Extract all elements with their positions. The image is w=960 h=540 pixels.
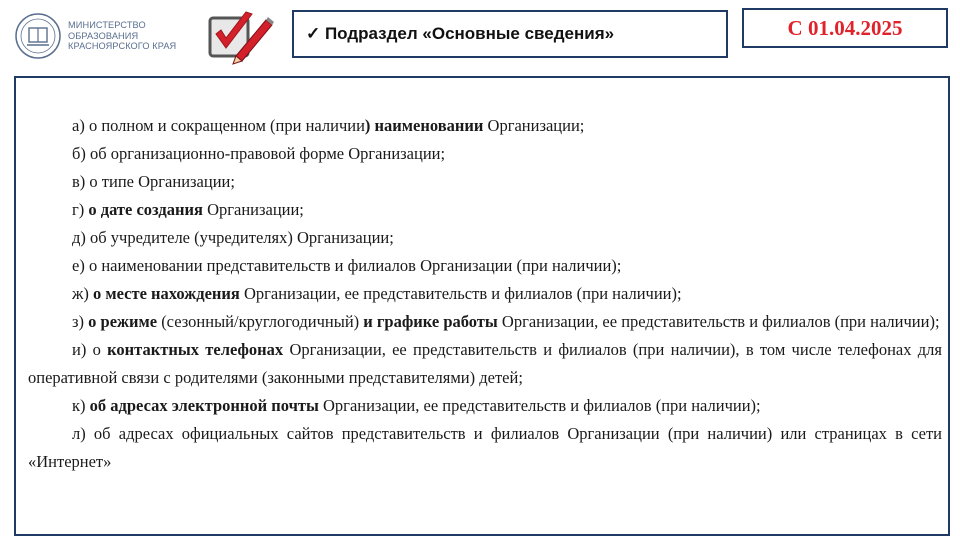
requirement-item-text: д) об учредителе (учредителях) Организации; [72, 228, 394, 247]
section-title-box [292, 10, 728, 58]
requirement-item-bold-text: о режиме [88, 312, 158, 331]
ministry-name-line: МИНИСТЕРСТВО [68, 20, 146, 31]
ministry-emblem-icon [14, 12, 62, 60]
requirement-item-text: в) о типе Организации; [72, 172, 235, 191]
requirement-item-text: ж) [72, 284, 94, 303]
requirement-item [28, 420, 942, 476]
requirement-item [28, 280, 942, 308]
requirement-item-text: к) [72, 396, 90, 415]
section-title: ✓ Подраздел «Основные сведения» [306, 24, 615, 43]
requirement-item-bold-text: о дате создания [88, 200, 203, 219]
requirement-item-text: г) [72, 200, 89, 219]
requirement-item-text: Организации; [202, 200, 304, 219]
requirement-item-text: Организации; [483, 116, 585, 135]
requirement-item [28, 196, 942, 224]
requirement-item-bold-text: и графике работы [363, 312, 498, 331]
requirement-item [28, 392, 942, 420]
requirement-item-bold-text: ) наименовании [364, 116, 484, 135]
ministry-name [68, 20, 176, 52]
effective-date-box [742, 8, 948, 48]
requirements-list [14, 76, 950, 536]
requirement-item [28, 112, 942, 140]
ministry-logo [14, 12, 204, 60]
requirement-item-text: и) о [72, 340, 108, 359]
ministry-name-line: КРАСНОЯРСКОГО КРАЯ [68, 41, 177, 52]
requirement-item-text: б) об организационно-правовой форме Организации; [72, 144, 446, 163]
requirement-item-text: (сезонный/круглогодичный) [157, 312, 364, 331]
requirement-item [28, 140, 942, 168]
requirement-item-text: Организации, ее представительств и филиалов (при наличии); [497, 312, 940, 331]
requirement-item-text: е) о наименовании представительств и филиалов Организации (при наличии); [72, 256, 622, 275]
effective-date: С 01.04.2025 [787, 15, 903, 40]
requirement-item [28, 252, 942, 280]
requirement-item [28, 336, 942, 392]
requirement-item [28, 224, 942, 252]
requirement-item-text: Организации, ее представительств и филиалов (при наличии); [239, 284, 682, 303]
checkbox-pencil-icon [206, 6, 276, 66]
requirement-item-text: а) о полном и сокращенном (при наличии [72, 116, 365, 135]
requirement-item-text: Организации, ее представительств и филиалов (при наличии); [318, 396, 761, 415]
requirement-item-text: л) об адресах официальных сайтов представительств и филиалов Организации (при наличии) или страницах в сети «Интернет» [28, 424, 942, 471]
requirement-item-bold-text: о месте нахождения [93, 284, 240, 303]
requirement-item [28, 168, 942, 196]
requirement-item-bold-text: контактных телефонах [107, 340, 284, 359]
requirement-item-text: з) [72, 312, 89, 331]
ministry-name-line: ОБРАЗОВАНИЯ [68, 30, 139, 41]
requirement-item-bold-text: об адресах электронной почты [89, 396, 319, 415]
requirement-item [28, 308, 942, 336]
requirement-item-text: Организации, ее представительств и филиалов (при наличии), в том числе телефонах для оперативной связи с родителями (законными представителями) детей; [28, 340, 942, 387]
